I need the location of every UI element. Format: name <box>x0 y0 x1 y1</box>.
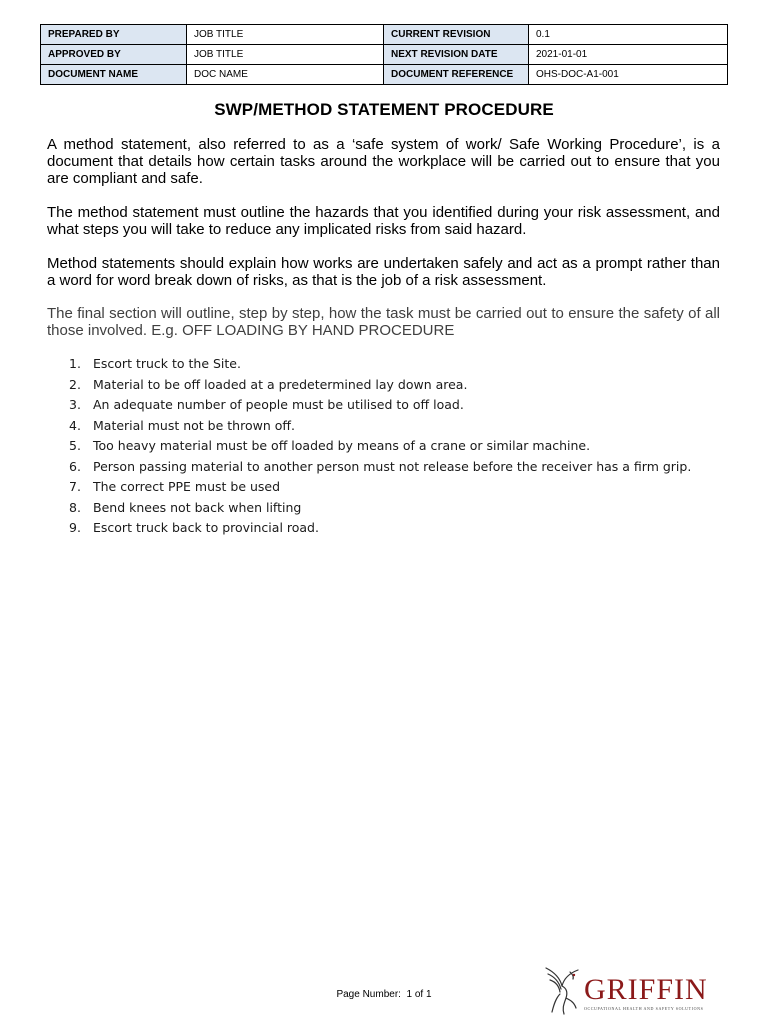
griffin-icon <box>540 964 584 1018</box>
list-item <box>69 498 691 519</box>
document-reference-value: OHS-DOC-A1-001 <box>529 65 728 85</box>
step-number: 9. <box>69 520 81 535</box>
company-logo <box>540 964 730 1020</box>
next-revision-date-value: 2021-01-01 <box>529 45 728 65</box>
next-revision-date-label: NEXT REVISION DATE <box>384 45 529 65</box>
list-item <box>69 395 691 416</box>
document-info-table <box>40 24 728 85</box>
step-number: 2. <box>69 376 81 392</box>
procedure-steps-list <box>69 354 691 539</box>
step-number: 3. <box>69 397 81 412</box>
step-number: 4. <box>69 417 81 433</box>
document-name-label: DOCUMENT NAME <box>41 65 187 85</box>
final-section-paragraph: The final section will outline, step by step, how the task must be carried out to ensure the safety of all those involved. E.g. OFF LOADING BY HAND PROCEDURE <box>47 305 720 339</box>
step-text: An adequate number of people must be utilised to off load. <box>93 397 464 412</box>
step-text: The correct PPE must be used <box>93 479 281 494</box>
approved-by-label: APPROVED BY <box>41 45 187 65</box>
approved-by-value: JOB TITLE <box>187 45 384 65</box>
step-text: Person passing material to another person must not release before the receiver has a firm grip. <box>93 458 692 474</box>
logo-wordmark: GRIFFIN <box>584 973 708 1006</box>
list-item <box>69 457 691 478</box>
step-text: Bend knees not back when lifting <box>93 499 302 515</box>
step-number: 1. <box>69 356 81 371</box>
list-item <box>69 518 691 539</box>
table-row <box>41 45 728 65</box>
step-text: Material to be off loaded at a predetermined lay down area. <box>93 376 468 392</box>
explanation-paragraph: Method statements should explain how works are undertaken safely and act as a prompt rather than a word for word break down of risks, as that is the job of a risk assessment. <box>47 255 720 289</box>
step-text: Too heavy material must be off loaded by means of a crane or similar machine. <box>93 438 591 453</box>
table-row <box>41 25 728 45</box>
step-number: 7. <box>69 479 81 494</box>
table-row <box>41 65 728 85</box>
list-item <box>69 416 691 437</box>
list-item <box>69 354 691 375</box>
document-title: SWP/METHOD STATEMENT PROCEDURE <box>214 100 554 119</box>
list-item <box>69 375 691 396</box>
current-revision-label: CURRENT REVISION <box>384 25 529 45</box>
prepared-by-label: PREPARED BY <box>41 25 187 45</box>
step-number: 5. <box>69 438 81 453</box>
logo-tagline: OCCUPATIONAL HEALTH AND SAFETY SOLUTIONS <box>584 1006 704 1011</box>
step-text: Escort truck to the Site. <box>93 356 241 371</box>
document-reference-label: DOCUMENT REFERENCE <box>384 65 529 85</box>
step-text: Material must not be thrown off. <box>93 417 295 433</box>
step-number: 6. <box>69 458 81 474</box>
current-revision-value: 0.1 <box>529 25 728 45</box>
hazards-paragraph: The method statement must outline the hazards that you identified during your risk assessment, and what steps you will take to reduce any implicated risks from said hazard. <box>47 204 720 238</box>
document-name-value: DOC NAME <box>187 65 384 85</box>
page-number-value: 1 of 1 <box>406 989 432 1000</box>
step-text: Escort truck back to provincial road. <box>93 520 319 535</box>
list-item <box>69 436 691 457</box>
list-item <box>69 477 691 498</box>
prepared-by-value: JOB TITLE <box>187 25 384 45</box>
intro-paragraph: A method statement, also referred to as a ‘safe system of work/ Safe Working Procedure’, is a document that details how certain tasks around the workplace will be carried out to ensure that you are compliant and safe. <box>47 136 720 187</box>
page-number-label: Page Number: <box>336 989 401 1000</box>
step-number: 8. <box>69 499 81 515</box>
